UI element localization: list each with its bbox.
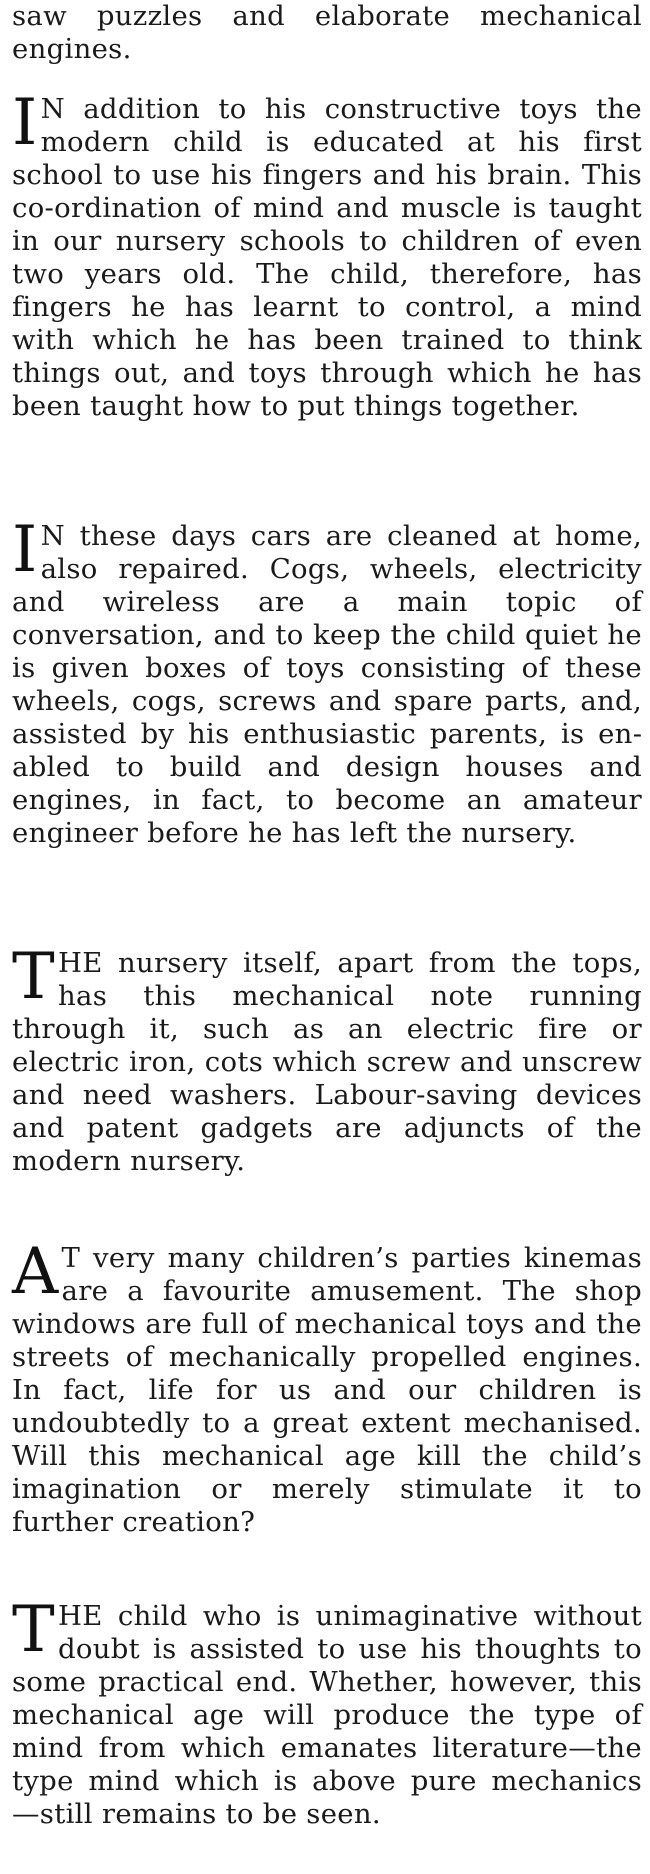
paragraph-text: nursery itself, apart from the tops, has this mechanical note running through it, such as an electric fire or electric iron, cots which screw and unscrew and need washers. Labour-saving devices and patent gadgets are adjuncts of the modern nursery. (12, 947, 642, 1177)
lead-in-caps: N (40, 93, 65, 125)
lead-in-caps: N (40, 520, 65, 552)
drop-cap: T (12, 940, 55, 1014)
paragraph-text: addition to his constructive toys the modern child is educated at his first school to use his fingers and his brain. This co-ordination of mind and muscle is taught in our nursery schools to children of even two years old. The child, therefore, has fingers he has learnt to control, a mind with which he has been trained to think things out, and toys through which he has been taught how to put things together. (12, 93, 642, 422)
drop-cap: I (12, 86, 38, 160)
paragraph-text: child who is unimaginative without doubt is assisted to use his thoughts to some practical end. Whether, however, this mechanical age will produce the type of mind from which emanates literature—the type mind which is above pure mechanics —still remains to be seen. (12, 1600, 642, 1830)
paragraph-1 (12, 86, 642, 423)
paragraph-2 (12, 513, 642, 850)
paragraph-4 (12, 1235, 642, 1539)
paragraph-5 (12, 1593, 642, 1831)
drop-cap: T (12, 1593, 55, 1667)
drop-cap: I (12, 513, 38, 587)
continuation-paragraph (12, 0, 642, 66)
lead-in-caps: HE (58, 947, 103, 979)
paragraph-text: these days cars are cleaned at home, also repaired. Cogs, wheels, electricity and wireless are a main topic of conversation, and to keep the child quiet he is given boxes of toys consisting of these wheels, cogs, screws and spare parts, and, assisted by his enthusiastic parents, is enabled to build and design houses and engines, in fact, to become an amateur engineer before he has left the nursery. (12, 520, 642, 849)
paragraph-text: saw puzzles and elaborate mechanical engines. (12, 0, 642, 65)
paragraph-text: very many children’s parties kinemas are a favourite amusement. The shop windows are full of mechanical toys and the streets of mechanically propelled engines. In fact, life for us and our children is undoubtedly to a great extent mechanised. Will this mechanical age kill the child’s imagination or merely stimulate it to further creation? (12, 1242, 642, 1538)
lead-in-caps: T (61, 1242, 81, 1274)
drop-cap: A (12, 1235, 59, 1309)
paragraph-3 (12, 940, 642, 1178)
lead-in-caps: HE (58, 1600, 103, 1632)
